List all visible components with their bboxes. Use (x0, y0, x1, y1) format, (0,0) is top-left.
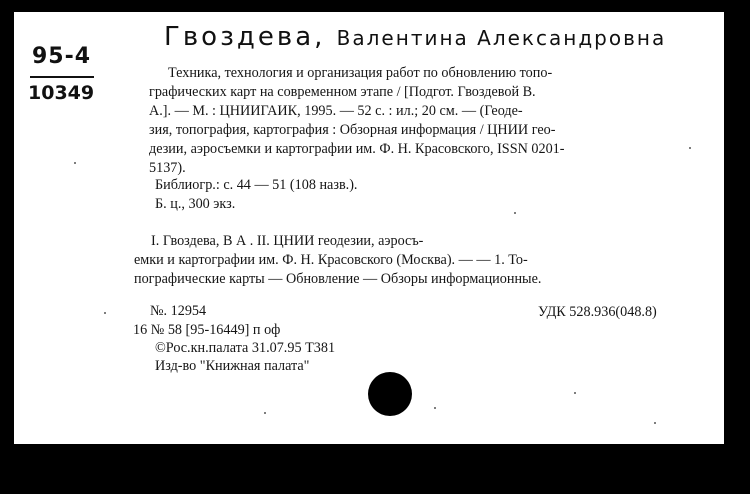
shelf-mark-handwritten: 95-4 (32, 44, 92, 69)
price-note: Б. ц., 300 экз. (155, 196, 236, 212)
copyright-line: ©Рос.кн.палата 31.07.95 Т381 (155, 340, 336, 356)
tracing-line-1: I. Гвоздева, В А . II. ЦНИИ геодезии, аэросъ- (151, 233, 424, 249)
registration-number: №. 12954 (150, 303, 207, 319)
record-line-5: дезии, аэросъемки и картографии им. Ф. Н. Красовского, ISSN 0201- (149, 141, 565, 157)
publisher-line: Изд-во "Книжная палата" (155, 358, 310, 374)
punch-hole (368, 372, 412, 416)
author-surname: Гвоздева, (164, 22, 326, 52)
scan-speck (574, 392, 576, 394)
author-given-names: Валентина Александровна (336, 26, 667, 50)
accession-number-handwritten: 10349 (28, 82, 95, 104)
author-handwritten (164, 22, 666, 52)
record-line-2: графических карт на современном этапе / [Подгот. Гвоздевой В. (149, 84, 536, 100)
scan-speck (514, 212, 516, 214)
scan-speck (434, 407, 436, 409)
udc-code: УДК 528.936(048.8) (538, 304, 657, 320)
catalog-card (14, 12, 724, 444)
batch-line: 16 № 58 [95-16449] п оф (133, 322, 281, 338)
record-line-6: 5137). (149, 160, 186, 176)
scan-speck (654, 422, 656, 424)
shelf-mark-underline (30, 76, 94, 78)
tracing-line-3: пографические карты — Обновление — Обзоры информационные. (134, 271, 542, 287)
bibliography-note: Библиогр.: с. 44 — 51 (108 назв.). (155, 177, 358, 193)
record-line-3: А.]. — М. : ЦНИИГАИК, 1995. — 52 с. : ил.; 20 см. — (Геоде- (149, 103, 523, 119)
tracing-line-2: емки и картографии им. Ф. Н. Красовского (Москва). — — 1. То- (134, 252, 528, 268)
scan-speck (104, 312, 106, 314)
scan-speck (74, 162, 76, 164)
record-line-4: зия, топография, картография : Обзорная информация / ЦНИИ гео- (149, 122, 556, 138)
scan-speck (689, 147, 691, 149)
record-line-1: Техника, технология и организация работ по обновлению топо- (168, 65, 553, 81)
scan-speck (264, 412, 266, 414)
